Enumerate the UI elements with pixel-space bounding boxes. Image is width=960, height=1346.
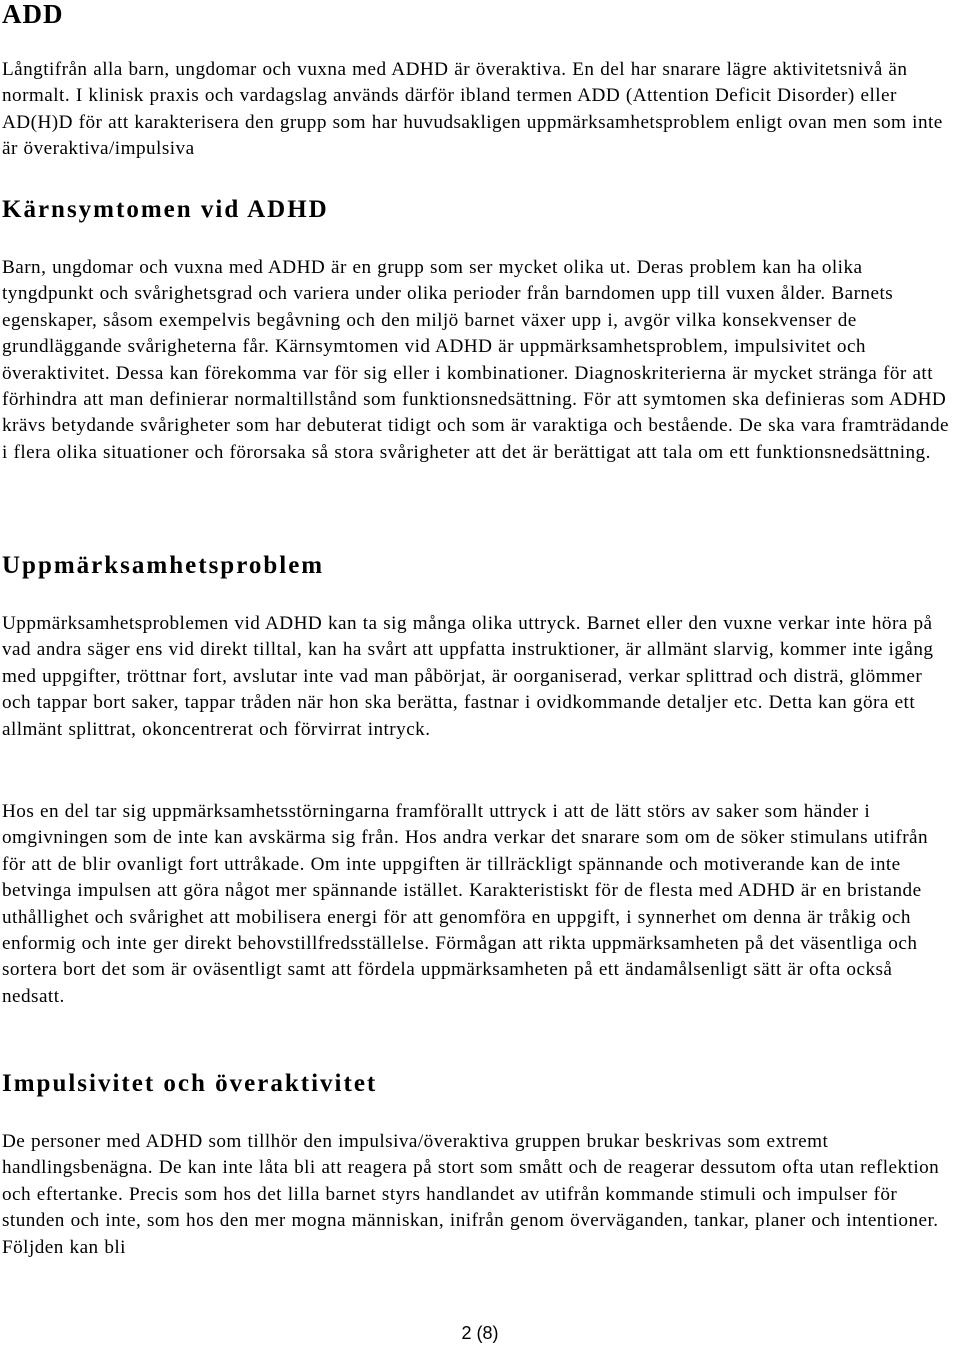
- paragraph-karnsymtomen: Barn, ungdomar och vuxna med ADHD är en grupp som ser mycket olika ut. Deras problem kan ha olika tyngdpunkt och svårighetsgrad och variera under olika perioder från barndomen upp till vuxen ålder. Barnets egenskaper, såsom exempelvis begåvning och den miljö barnet växer upp i, avgör vilka konsekvenser de grundläggande svårigheterna får. Kärnsymtomen vid ADHD är uppmärksamhetsproblem, impulsivitet och överaktivitet. Dessa kan förekomma var för sig eller i kombinationer. Diagnoskriterierna är mycket stränga för att förhindra att man definierar normaltillstånd som funktionsnedsättning. För att symtomen ska definieras som ADHD krävs betydande svårigheter som har debuterat tidigt och som är varaktiga och bestående. De ska vara framträdande i flera olika situationer och förorsaka så stora svårigheter att det är berättigat att tala om ett funktionsnedsättning.: [2, 257, 949, 463]
- paragraph-uppmarksamhet-2: Hos en del tar sig uppmärksamhetsstörningarna framförallt uttryck i att de lätt störs av saker som händer i omgivningen som de inte kan avskärma sig från. Hos andra verkar det snarare som om de söker stimulans utifrån för att de blir ovanligt fort uttråkade. Om inte uppgiften är tillräckligt spännande och motiverande kan de inte betvinga impulsen att göra något mer spännande istället. Karakteristiskt för de flesta med ADHD är en bristande uthållighet och svårighet att mobilisera energi för att genomföra en uppgift, i synnerhet om denna är tråkig och enformig och inte ger direkt behovstillfredsställelse. Förmågan att rikta uppmärksamheten på det väsentliga och sortera bort det som är oväsentligt samt att fördela uppmärksamheten på ett ändamålsenligt sätt är ofta också nedsatt.: [2, 801, 929, 1007]
- page-number: 2 (8): [461, 1323, 499, 1343]
- section-heading-add: ADD: [2, 0, 64, 29]
- paragraph-uppmarksamhet-1: Uppmärksamhetsproblemen vid ADHD kan ta sig många olika uttryck. Barnet eller den vuxne verkar inte höra på vad andra säger ens vid direkt tilltal, kan ha svårt att uppfatta instruktioner, är allmänt slarvig, kommer inte igång med uppgifter, tröttnar fort, avslutar inte vad man påbörjat, är oorganiserad, verkar splittrad och disträ, glömmer och tappar bort saker, tappar tråden när hon ska berätta, fastnar i ovidkommande detaljer etc. Detta kan göra ett allmänt splittrat, okoncentrerat och förvirrat intryck.: [2, 613, 934, 740]
- section-heading-karnsymtomen: Kärnsymtomen vid ADHD: [2, 196, 329, 223]
- paragraph-impulsivitet: De personer med ADHD som tillhör den impulsiva/överaktiva gruppen brukar beskrivas som extremt handlingsbenägna. De kan inte låta bli att reagera på stort som smått och de reagerar dessutom ofta utan reflektion och eftertanke. Precis som hos det lilla barnet styrs handlandet av utifrån kommande stimuli och impulser för stunden och inte, som hos den mer mogna människan, inifrån genom överväganden, tankar, planer och intentioner. Följden kan bli: [2, 1131, 940, 1258]
- paragraph-add: Långtifrån alla barn, ungdomar och vuxna med ADHD är överaktiva. En del har snarare lägre aktivitetsnivå än normalt. I klinisk praxis och vardagslag används därför ibland termen ADD (Attention Deficit Disorder) eller AD(H)D för att karakterisera den grupp som har huvudsakligen uppmärksamhetsproblem enligt ovan men som inte är överaktiva/impulsiva: [2, 59, 943, 160]
- section-heading-uppmarksamhetsproblem: Uppmärksamhetsproblem: [2, 552, 325, 579]
- section-heading-impulsivitet: Impulsivitet och överaktivitet: [2, 1070, 378, 1097]
